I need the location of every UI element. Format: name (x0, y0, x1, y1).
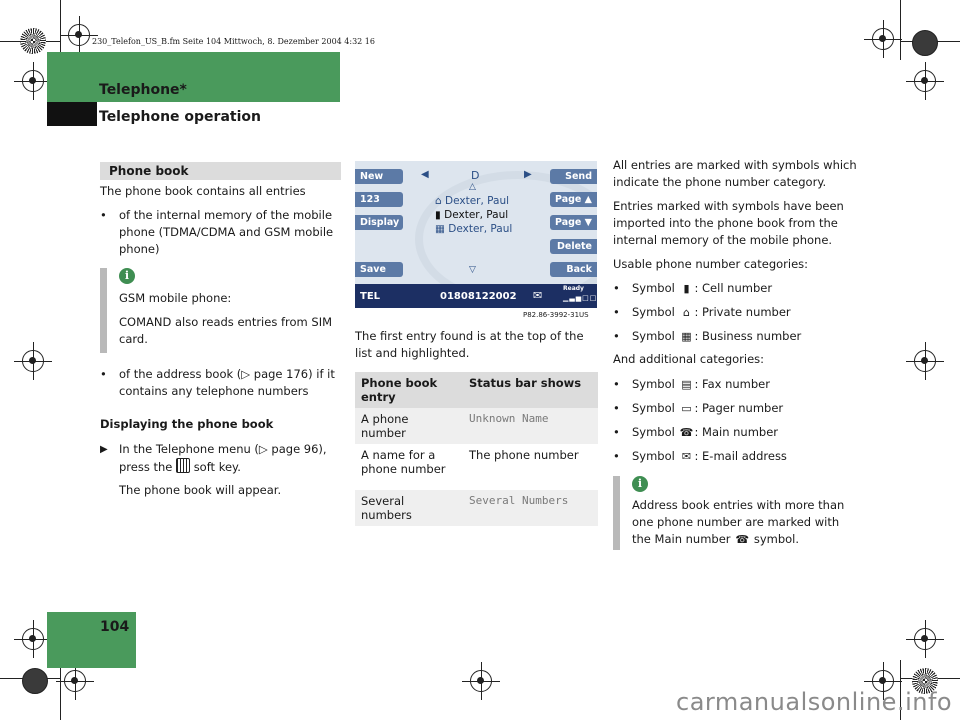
registration-target-icon (914, 628, 936, 650)
category-item (632, 448, 787, 465)
save-button[interactable]: Save (355, 262, 403, 277)
back-button[interactable]: Back (550, 262, 597, 277)
screen-description: The first entry found is at the top of the list and highlighted. (355, 329, 584, 360)
bullet-address-book: of the address book (▷ page 176) if it contains any telephone numbers (119, 367, 335, 398)
registration-disc-icon (22, 668, 48, 694)
signal-strength-icon: ▁▃▅□□ (563, 294, 597, 302)
crop-mark (60, 660, 61, 720)
section-title: Telephone operation (99, 109, 261, 125)
registration-target-icon (22, 350, 44, 372)
categories-intro: All entries are marked with symbols which indicate the phone number category. (613, 158, 857, 189)
instruction-step (119, 441, 341, 476)
category-label: : E-mail address (694, 449, 787, 463)
cell-phone-icon: ▮ (683, 282, 690, 295)
symbol-prefix: Symbol (632, 401, 675, 415)
usable-categories-heading: Usable phone number categories: (613, 257, 809, 271)
info-text: COMAND also reads entries from SIM card. (119, 315, 333, 346)
info-icon: i (119, 268, 135, 284)
page-number: 104 (100, 619, 130, 635)
table-cell: Several numbers (355, 490, 463, 526)
new-button[interactable]: New (355, 169, 403, 184)
category-label: : Pager number (694, 401, 784, 415)
table-row (355, 490, 598, 526)
scroll-down-icon[interactable]: ▽ (469, 265, 476, 275)
figure-caption: P82.86-3992-31US (523, 311, 589, 319)
registration-target-icon (914, 70, 936, 92)
fax-icon: ▤ (681, 378, 692, 391)
status-label: TEL (360, 291, 381, 302)
display-button[interactable]: Display (355, 215, 403, 230)
symbol-prefix: Symbol (632, 305, 675, 319)
info-bar (613, 476, 620, 550)
ready-label: Ready (563, 285, 584, 292)
bullet-icon: • (613, 329, 620, 343)
envelope-icon: ✉ (533, 289, 543, 302)
delete-button[interactable]: Delete (550, 239, 597, 254)
phone-handset-icon: ☎ (679, 426, 694, 439)
symbol-prefix: Symbol (632, 425, 675, 439)
email-icon: ✉ (681, 450, 692, 463)
letter-selector[interactable]: D (471, 169, 480, 182)
bullet-icon: • (613, 305, 620, 319)
cell-phone-icon: ▮ (435, 209, 441, 221)
phone-book-softkey-icon (176, 458, 190, 473)
subheading: Displaying the phone book (100, 417, 274, 431)
info-icon: i (632, 476, 648, 492)
office-building-icon: ▦ (435, 223, 445, 235)
chapter-bar (47, 52, 340, 102)
symbol-prefix: Symbol (632, 377, 675, 391)
registration-target-icon (64, 670, 86, 692)
category-label: : Cell number (694, 281, 773, 295)
category-item (632, 328, 801, 345)
scroll-up-icon[interactable]: △ (469, 182, 476, 192)
table-cell: Unknown Name (463, 408, 598, 444)
table-cell: The phone number (469, 448, 579, 462)
registration-target-icon (914, 350, 936, 372)
entry-name: Dexter, Paul (444, 209, 509, 221)
entry-name: Dexter, Paul (448, 223, 513, 235)
section-marker (47, 102, 97, 126)
category-item (632, 400, 783, 417)
phone-handset-icon: ☎ (735, 533, 750, 546)
page-down-button[interactable]: Page ▼ (550, 215, 597, 230)
registration-starburst-icon (20, 28, 46, 54)
phone-entry-highlighted[interactable] (435, 209, 508, 221)
page-up-button[interactable]: Page ▲ (550, 192, 597, 207)
info-text (632, 497, 858, 548)
step-arrow-icon: ▶ (100, 444, 108, 455)
import-note: Entries marked with symbols have been imported into the phone book from the internal memory of the mobile phone. (613, 199, 844, 247)
bullet-icon: • (613, 425, 620, 439)
table-cell: A name for a phone number (361, 448, 446, 476)
phone-entry[interactable] (435, 195, 509, 207)
office-building-icon: ▦ (681, 330, 692, 343)
category-label: : Business number (694, 329, 802, 343)
symbol-prefix: Symbol (632, 329, 675, 343)
info-suffix: symbol. (753, 532, 800, 546)
entry-name: Dexter, Paul (445, 195, 510, 207)
category-label: : Main number (694, 425, 779, 439)
table-header: Phone book entry (355, 372, 463, 408)
phone-entry[interactable] (435, 223, 512, 235)
bullet-icon: • (100, 367, 107, 381)
info-bar (100, 268, 107, 353)
watermark: carmanualsonline.info (676, 688, 953, 716)
table-cell: A phone number (355, 408, 463, 444)
chapter-title: Telephone* (99, 82, 187, 98)
registration-target-icon (872, 28, 894, 50)
phone-book-heading: Phone book (100, 162, 341, 180)
instruction-suffix: soft key. (193, 460, 241, 474)
table-row (355, 408, 598, 444)
bullet-icon: • (100, 208, 107, 222)
category-item (632, 304, 791, 321)
registration-target-icon (68, 24, 90, 46)
status-number: 01808122002 (440, 291, 517, 302)
intro-text: The phone book contains all entries (100, 184, 306, 198)
crop-mark (60, 0, 61, 60)
status-bar (355, 284, 597, 308)
status-table (355, 372, 598, 526)
result-text: The phone book will appear. (119, 483, 282, 497)
bullet-internal-memory: of the internal memory of the mobile phone (TDMA/CDMA and GSM mobile phone) (119, 208, 334, 256)
house-icon: ⌂ (435, 195, 442, 207)
category-item (632, 280, 772, 297)
category-item (632, 424, 778, 441)
table-row (355, 444, 598, 490)
comand-screen (355, 161, 597, 308)
letter-left-arrow-icon[interactable]: ◀ (421, 169, 429, 180)
category-label: : Private number (694, 305, 791, 319)
registration-target-icon (470, 670, 492, 692)
info-text-body: Address book entries with more than one phone number are marked with the Main number (632, 498, 845, 546)
bullet-icon: • (613, 281, 620, 295)
info-title: GSM mobile phone: (119, 291, 232, 305)
bullet-icon: • (613, 377, 620, 391)
file-info-line: 230_Telefon_US_B.fm Seite 104 Mittwoch, 8. Dezember 2004 4:32 16 (92, 37, 375, 46)
table-cell: Several Numbers (463, 490, 598, 526)
house-icon: ⌂ (683, 306, 690, 319)
pager-icon: ▭ (681, 402, 692, 415)
table-header: Status bar shows (463, 372, 598, 408)
symbol-prefix: Symbol (632, 449, 675, 463)
additional-categories-heading: And additional categories: (613, 352, 765, 366)
send-button[interactable]: Send (550, 169, 597, 184)
symbol-prefix: Symbol (632, 281, 675, 295)
instruction-text: In the Telephone menu (▷ page 96), press the (119, 442, 327, 474)
bullet-icon: • (613, 449, 620, 463)
category-item (632, 376, 770, 393)
crop-mark (900, 0, 901, 60)
bullet-icon: • (613, 401, 620, 415)
registration-target-icon (22, 70, 44, 92)
letter-right-arrow-icon[interactable]: ▶ (524, 169, 532, 180)
registration-disc-icon (912, 30, 938, 56)
category-label: : Fax number (694, 377, 770, 391)
table-header-row (355, 372, 598, 408)
registration-target-icon (22, 628, 44, 650)
number-button[interactable]: 123 (355, 192, 403, 207)
